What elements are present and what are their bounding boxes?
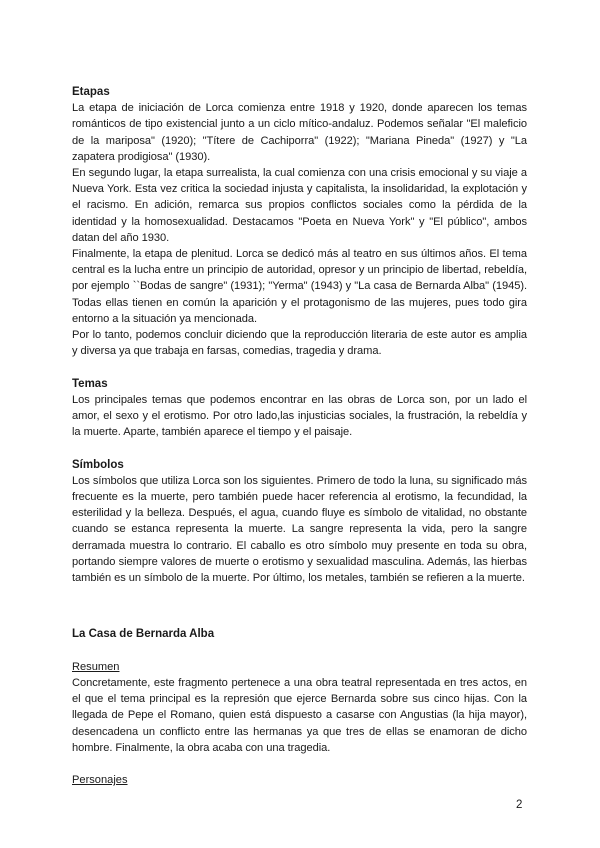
spacer <box>72 643 527 659</box>
temas-paragraph: Los principales temas que podemos encontrar en las obras de Lorca son, por un lado el amor, el sexo y el erotismo. Por otro lado,las injusticias sociales, la frustración, la rebeldía y la muerte. Aparte, también aparece el tiempo y el paisaje. <box>72 393 527 439</box>
simbolos-paragraph: Los símbolos que utiliza Lorca son los siguientes. Primero de todo la luna, su significado más frecuente es la muerte, pero también puede hacer referencia al erotismo, la fecundidad, la esterilidad y la belleza. Después, el agua, cuando fluye es símbolo de vitalidad, no obstante cuando se estanca representa la muerte. La sangre representa la vida, pero la sangre derramada muestra lo contrario. El caballo es otro símbolo muy presente en toda su obra, portando siempre valores de muerte o erotismo y sexualidad masculina. Además, las hierbas también es un símbolo de la muerte. Por último, los metales, también se refieren a la muerte. <box>72 474 527 585</box>
etapas-paragraph-4: Por lo tanto, podemos concluir diciendo que la reproducción literaria de este autor es amplia y diversa ya que trabaja en farsas, comedias, tragedia y drama. <box>72 329 527 358</box>
resumen-paragraph: Concretamente, este fragmento pertenece a una obra teatral representada en tres actos, en el que el tema principal es la represión que ejerce Bernarda sobre sus cinco hijas. Con la llegada de Pepe el Romano, quien está dispuesto a casarse con Angustias (la hija mayor), desencadena un conflicto entre las hermanas ya que tres de ellas se enamoran de dicho hombre. Finalmente, la obra acaba con una tragedia. <box>72 677 527 754</box>
spacer <box>72 359 527 375</box>
temas-heading: Temas <box>72 377 108 390</box>
personajes-subheading: Personajes <box>72 774 128 787</box>
spacer <box>72 610 527 626</box>
spacer <box>72 440 527 456</box>
etapas-paragraph-2: En segundo lugar, la etapa surrealista, la cual comienza con una crisis emocional y su viaje a Nueva York. Esta vez critica la sociedad injusta y capitalista, la insolidaridad, la explotación y el racismo. En adición, remarca sus propios conflictos sociales como la pérdida de la identidad y la homosexualidad. Destacamos "Poeta en Nueva York" y "El público", ambos datan del año 1930. <box>72 167 527 244</box>
spacer <box>72 756 527 772</box>
simbolos-heading: Símbolos <box>72 458 124 471</box>
etapas-paragraph-1: La etapa de iniciación de Lorca comienza entre 1918 y 1920, donde aparecen los temas románticos de tipo existencial junto a un ciclo mítico-andaluz. Podemos señalar "El maleficio de la mariposa" (1920); "Títere de Cachiporra" (1922); "Mariana Pineda" (1927) y "La zapatera prodigiosa" (1930). <box>72 102 527 163</box>
casa-bernarda-alba-title: La Casa de Bernarda Alba <box>72 628 215 641</box>
etapas-heading: Etapas <box>72 86 110 98</box>
page-number: 2 <box>516 799 523 811</box>
resumen-subheading: Resumen <box>72 660 120 673</box>
document-page <box>72 84 527 788</box>
etapas-paragraph-3: Finalmente, la etapa de plenitud. Lorca se dedicó más al teatro en sus últimos años. El tema central es la lucha entre un principio de autoridad, opresor y un principio de libertad, rebeldía, por ejemplo ``Bodas de sangre" (1931); "Yerma" (1943) y "La casa de Bernarda Alba" (1945). Todas ellas tienen en común la aparición y el protagonismo de las mujeres, pues todo gira entorno a la situación ya mencionada. <box>72 248 527 325</box>
spacer <box>72 586 527 610</box>
